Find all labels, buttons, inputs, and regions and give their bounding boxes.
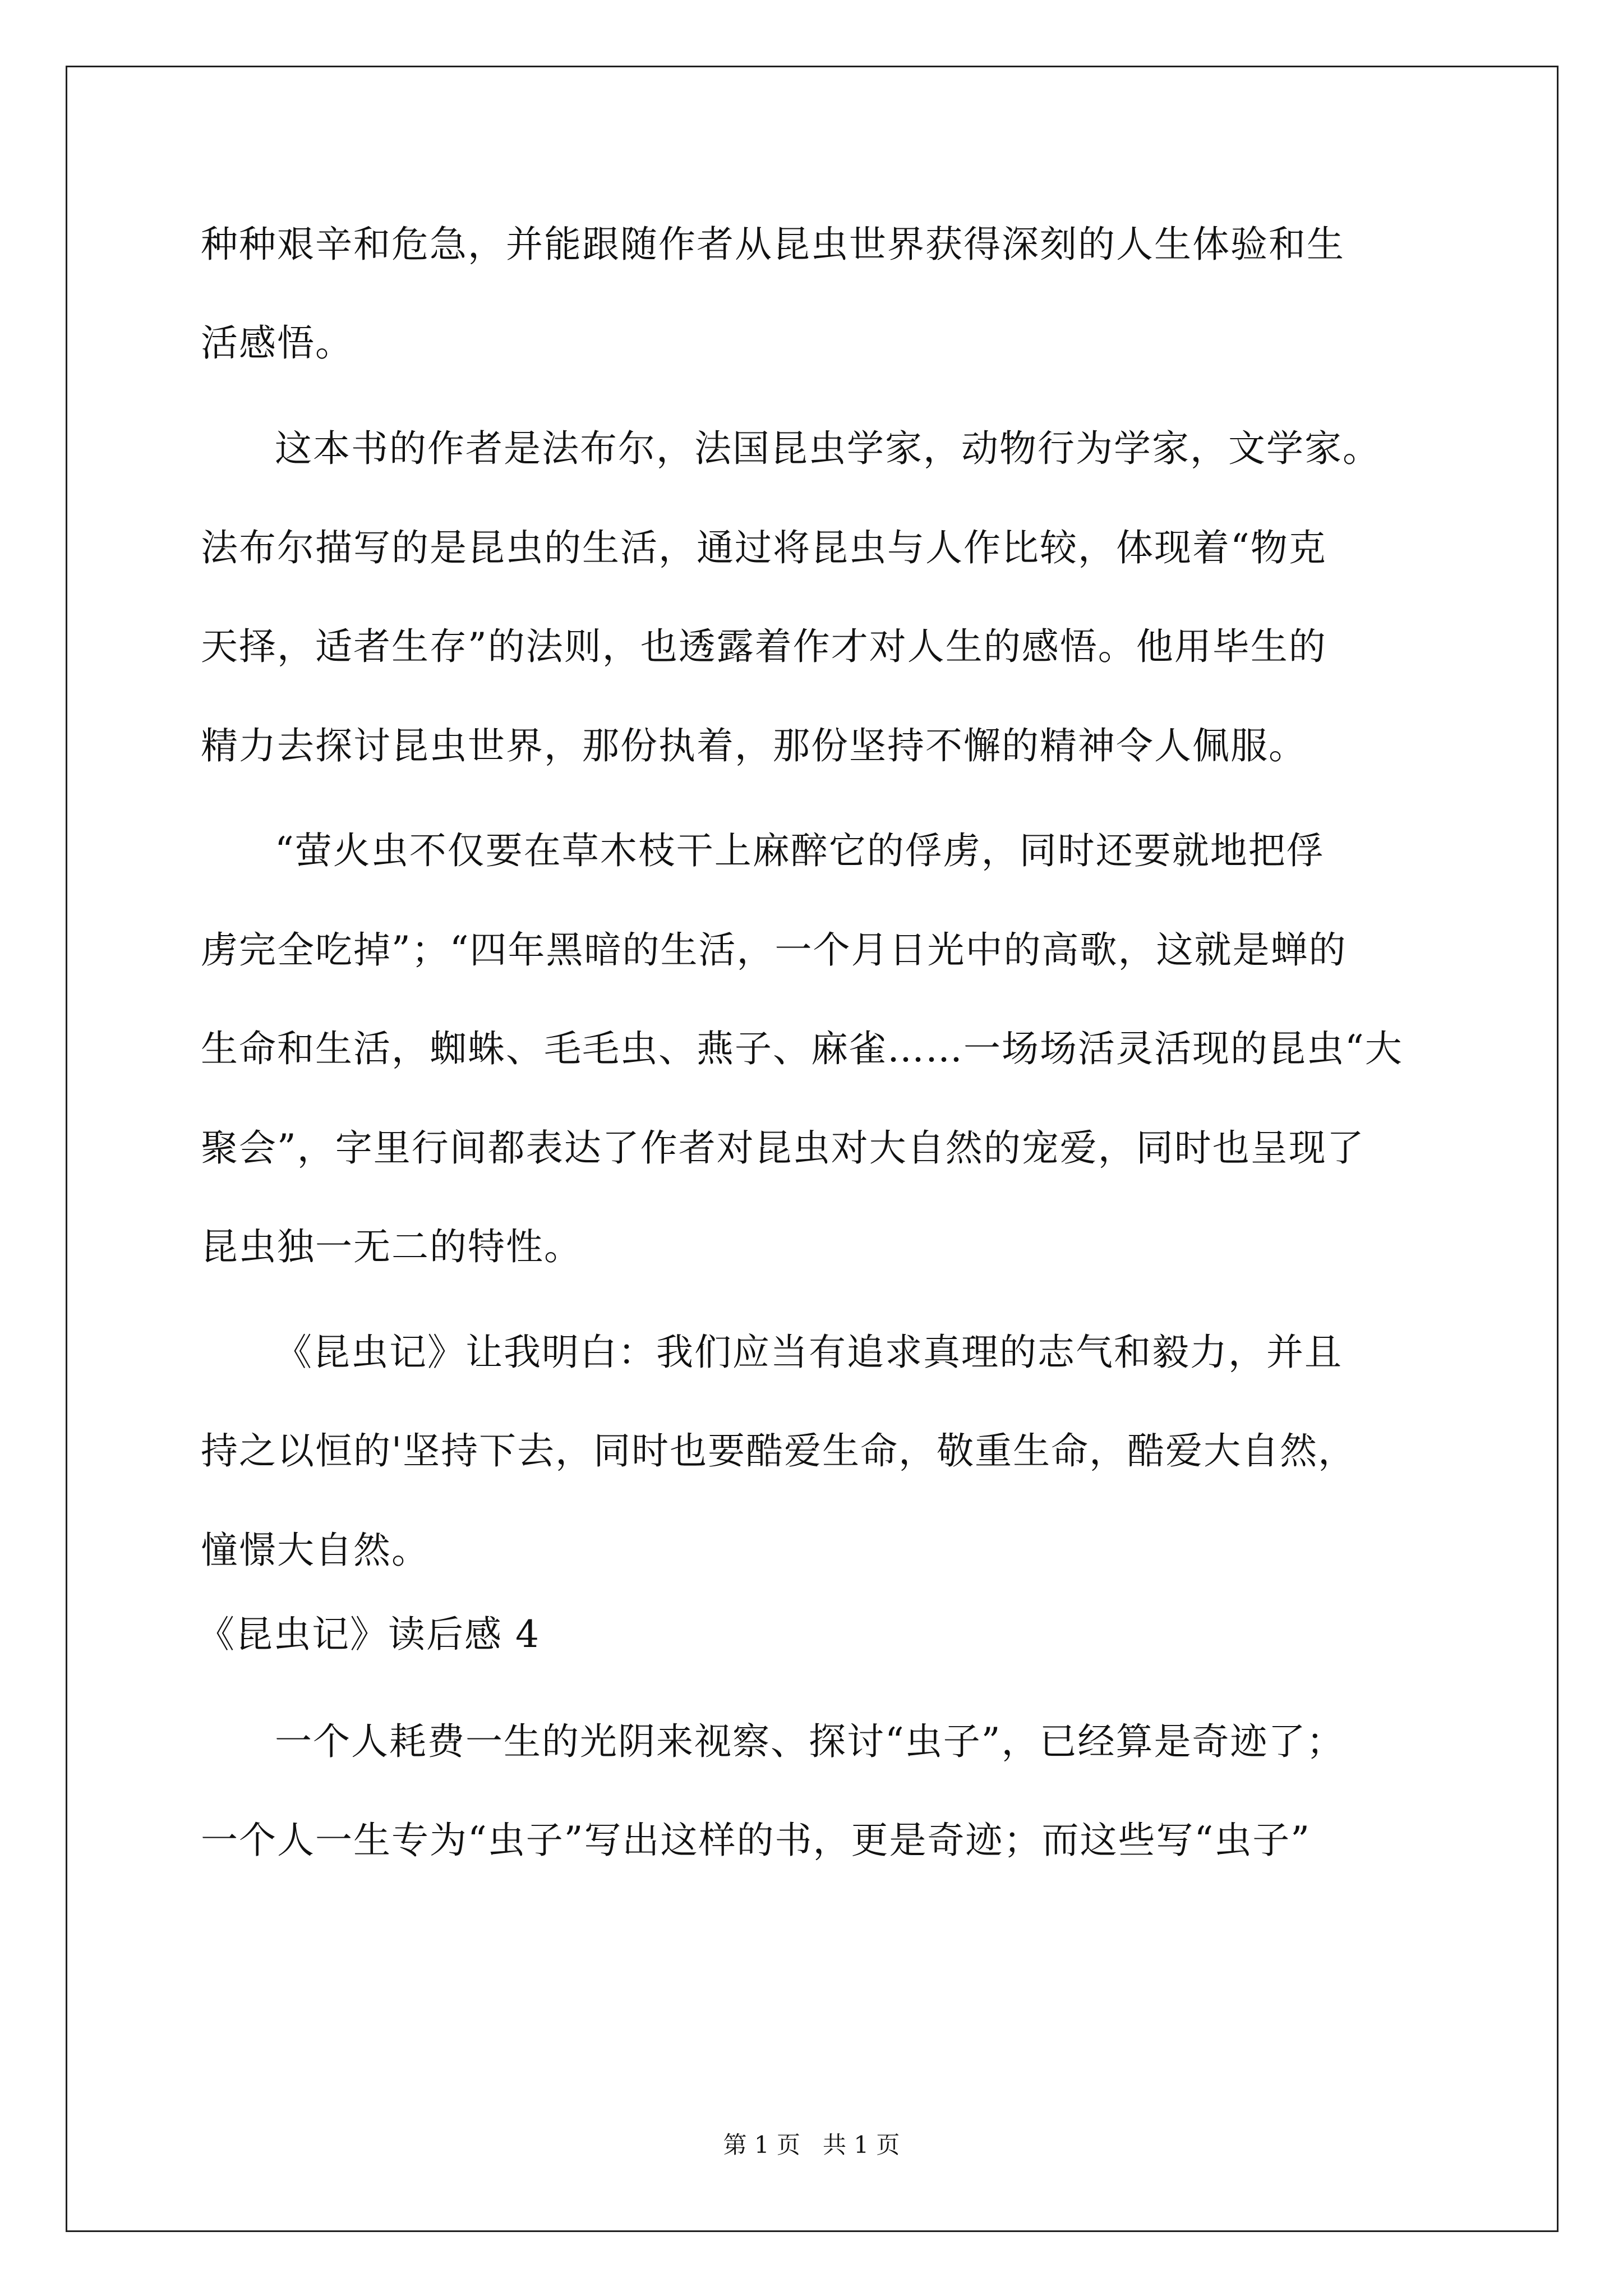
text-line: “萤火虫不仅要在草木枝干上麻醉它的俘虏，同时还要就地把俘 — [275, 829, 1325, 872]
page-number: 第 1 页 — [723, 2131, 800, 2159]
text-line: 《昆虫记》让我明白：我们应当有追求真理的志气和毅力，并且 — [275, 1331, 1343, 1374]
text-line: 种种艰辛和危急，并能跟随作者从昆虫世界获得深刻的人生体验和生 — [201, 223, 1345, 266]
text-line: 法布尔描写的是昆虫的生活，通过将昆虫与人作比较，体现着“物克 — [201, 526, 1327, 569]
text-line: 一个人一生专为“虫子”写出这样的书，更是奇迹；而这些写“虫子” — [201, 1819, 1311, 1862]
text-line: 憧憬大自然。 — [201, 1529, 430, 1572]
page-count: 共 1 页 — [823, 2131, 900, 2159]
page-footer — [0, 2131, 1623, 2160]
text-line: 天择，适者生存”的法则，也透露着作才对人生的感悟。他用毕生的 — [201, 625, 1327, 668]
text-line: 聚会”，字里行间都表达了作者对昆虫对大自然的宠爱，同时也呈现了 — [201, 1126, 1365, 1170]
text-line: 活感悟。 — [201, 321, 353, 365]
text-line: 一个人耗费一生的光阴来视察、探讨“虫子”，已经算是奇迹了； — [275, 1720, 1345, 1763]
section-heading: 《昆虫记》读后感 4 — [197, 1613, 540, 1656]
text-line: 生命和生活，蜘蛛、毛毛虫、燕子、麻雀……一场场活灵活现的昆虫“大 — [201, 1027, 1403, 1070]
text-line: 持之以恒的'坚持下去，同时也要酷爱生命，敬重生命，酷爱大自然， — [201, 1429, 1357, 1473]
text-line: 虏完全吃掉”；“四年黑暗的生活，一个月日光中的高歌，这就是蝉的 — [201, 928, 1347, 972]
text-line: 精力去探讨昆虫世界，那份执着，那份坚持不懈的精神令人佩服。 — [201, 724, 1307, 767]
text-line: 这本书的作者是法布尔，法国昆虫学家，动物行为学家，文学家。 — [275, 427, 1381, 470]
text-line: 昆虫独一无二的特性。 — [201, 1225, 582, 1268]
